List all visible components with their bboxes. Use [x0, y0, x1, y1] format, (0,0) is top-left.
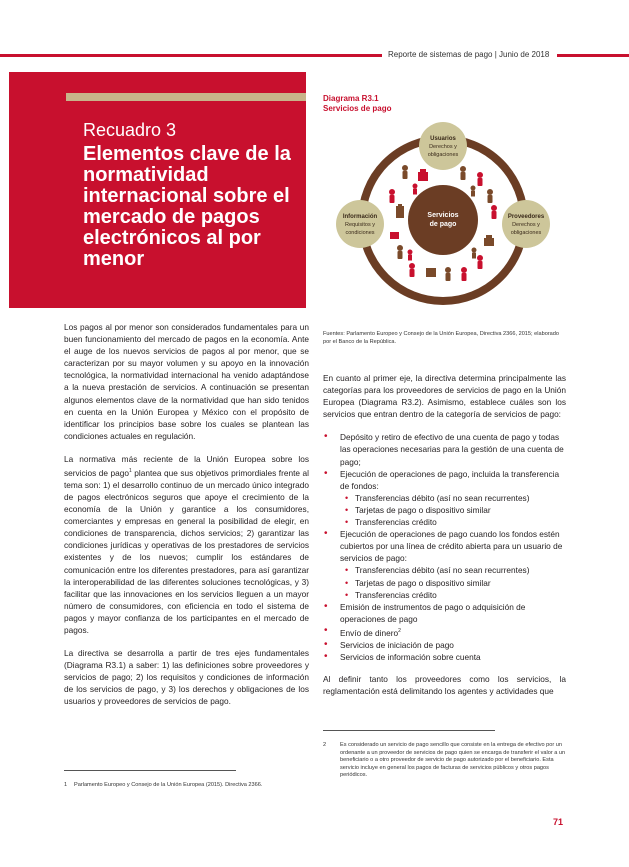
- icon-5: [389, 189, 395, 203]
- icon-13: [409, 263, 415, 277]
- node-informacion-line-1: Requisitos y: [345, 222, 375, 228]
- payment-services-diagram: [330, 120, 556, 310]
- footnote-2-number: 2: [323, 742, 327, 748]
- sub-list-item: • Tarjetas de pago o dispositivo similar: [340, 577, 566, 589]
- footnote-1-text: Parlamento Europeo y Consejo de la Unión Europea (2015). Directiva 2366.: [74, 782, 263, 788]
- header-rule-left: [0, 54, 382, 57]
- right-column: [323, 372, 566, 708]
- icon-12: [477, 255, 483, 269]
- icon-14: [426, 268, 436, 277]
- node-usuarios-title: Usuarios: [430, 136, 456, 142]
- sub-list: [340, 492, 566, 528]
- icon-6: [396, 204, 404, 218]
- node-proveedores-title: Proveedores: [507, 214, 545, 220]
- icon-10: [397, 245, 403, 259]
- list-item: • Ejecución de operaciones de pago, incluida la transferencia de fondos: • Transferencias débito (así no sean recurrentes) • Tarjetas de pago o dispositivo similar • Transferencias crédito: [323, 468, 566, 528]
- node-usuarios-line-2: obligaciones: [427, 152, 459, 158]
- footnote-1: [64, 782, 309, 790]
- footnote-ref-1: 1: [129, 468, 132, 475]
- node-proveedores-line-2: obligaciones: [510, 230, 542, 236]
- list-item: • Servicios de información sobre cuenta: [323, 651, 566, 663]
- title-box: [9, 72, 306, 308]
- list-item: • Depósito y retiro de efectivo de una cuenta de pago y todas las operaciones necesarias para la gestión de una cuenta de pago;: [323, 431, 566, 467]
- box-kicker: Recuadro 3: [83, 120, 177, 140]
- icon-20: [408, 250, 413, 261]
- paragraph-objectives-a: La normativa más reciente de la Unión Europea sobre los servicios de pago: [64, 453, 309, 478]
- center-label-2: de pago: [429, 221, 457, 228]
- list-item: • Envío de dinero$^2$: [323, 625, 566, 639]
- center-label-1: Servicios: [427, 212, 459, 219]
- icon-16: [461, 267, 467, 281]
- footnote-rule-right: [323, 730, 495, 731]
- box-title: Elementos clave de la normatividad internacional sobre el mercado de pagos electrónicos al por menor: [83, 143, 291, 270]
- node-usuarios-line-1: Derechos y: [429, 144, 457, 150]
- node-informacion-line-2: condiciones: [345, 230, 375, 236]
- sub-list: [340, 564, 566, 600]
- list-item: • Emisión de instrumentos de pago o adquisición de operaciones de pago: [323, 601, 566, 625]
- icon-9: [390, 232, 399, 239]
- node-informacion-title: Información: [342, 214, 378, 220]
- sub-list-item: • Transferencias crédito: [340, 516, 566, 528]
- page-number: 71: [553, 817, 564, 827]
- diagram-label: Diagrama R3.1: [323, 94, 379, 103]
- icon-15: [445, 267, 451, 281]
- list-item: • Ejecución de operaciones de pago cuando los fondos estén cubiertos por una línea de crédito abierta para un usuario de servicios de pago: • Transferencias débito (así no sean recurrentes) • Tarjetas de pago o dispositivo similar • Transferencias crédito: [323, 528, 566, 601]
- running-header: Reporte de sistemas de pago | Junio de 2018: [388, 50, 550, 59]
- icon-7: [487, 189, 493, 203]
- paragraph-definition: Al definir tanto los proveedores como los servicios, la reglamentación está delimitando los agentes y actividades que: [323, 673, 566, 697]
- node-proveedores-line-1: Derechos y: [512, 222, 540, 228]
- paragraph-intro: Los pagos al por menor son considerados fundamentales para un buen funcionamiento del mercado de pagos en la economía. Ante el auge de los nuevos servicios de pagos al por menor, que se caracterizan por su mayor volumen y su apoyo en la innovación tecnológica, la normatividad internacional ha venido adaptándose a la nueva prestación de servicios. A continuación se presentan algunos elementos clave de la normatividad que han sido tenidos en cuenta en la Unión Europea y México con el propósito de identificar los principios base sobre los cuales se plantean las condiciones actuales en regulación.: [64, 322, 309, 441]
- sub-list-item: • Transferencias crédito: [340, 589, 566, 601]
- paragraph-objectives-b: plantea que sus objetivos primordiales frente al tema son: 1) el desarrollo continuo de un mercado único integrado de pagos electrónicos seguros que apoye el crecimiento de la economía de la Unión y garantice a los consumidores, comerciantes y empresas en general la posibilidad de elegir, en condiciones de transparencia, dichos servicios; 2) garantizar las condiciones jurídicas y operativas de los prestadores de servicios existentes y de los nuevos; cumplir los estándares de comunicación entre los diferentes prestadores, para así garantizar la interoperabilidad de las diferentes soluciones tecnológicas, y 3) facilitar que las innovaciones en los servicios lleguen a un mayor número de consumidores, con eficiencia en todo el sistema de pagos y mayor confianza de los participantes en el mercado de pagos.: [64, 467, 309, 636]
- icon-19: [472, 248, 477, 259]
- list-item: • Servicios de iniciación de pago: [323, 639, 566, 651]
- paragraph-axes: La directiva se desarrolla a partir de tres ejes fundamentales (Diagrama R3.1) a saber: 1) las definiciones sobre proveedores y servicios de pago; 2) los requisitos y condiciones de información de los servicios de pago, y 3) los derechos y obligaciones de los usuarios y proveedores de servicios de pago.: [64, 648, 309, 707]
- footnote-2: [323, 742, 566, 780]
- sub-list-item: • Transferencias débito (así no sean recurrentes): [340, 492, 566, 504]
- sub-list-item: • Transferencias débito (así no sean recurrentes): [340, 564, 566, 576]
- footnote-2-text: Es considerado un servicio de pago sencillo que consiste en la entrega de efectivo por un ordenante a un proveedor de servicios de pago quien se encarga de transferir el valor a un beneficiario o a otro proveedor de servicio de pago autorizado por el beneficiario. Esta servicio incluye en general los pagos de facturas de servicios públicos y otros pagos periódicos.: [340, 742, 566, 778]
- sub-list-item: • Tarjetas de pago o dispositivo similar: [340, 504, 566, 516]
- paragraph-first-axis: En cuanto al primer eje, la directiva determina principalmente las categorías para los proveedores de servicios de pago en la Unión Europea (Diagrama R3.2). Asimismo, establece cuáles son los servicios que entran dentro de la categoría de servicios de pago:: [323, 373, 566, 420]
- icon-8: [491, 205, 497, 219]
- icon-3: [460, 166, 466, 180]
- footnote-1-number: 1: [64, 782, 68, 788]
- footnote-ref-2: 2: [398, 627, 401, 634]
- center-circle: [408, 185, 478, 255]
- diagram-source: Fuentes: Parlamento Europeo y Consejo de la Unión Europea, Directiva 2366, 2015; elaborado por el Banco de la República.: [323, 331, 560, 345]
- icon-11: [484, 235, 494, 246]
- services-list: [323, 431, 566, 663]
- header-rule-right: [557, 54, 629, 57]
- title-box-band: [66, 93, 306, 101]
- icon-1: [402, 165, 408, 179]
- footnote-rule-left: [64, 770, 236, 771]
- icon-2: [418, 169, 428, 181]
- icon-4: [477, 172, 483, 186]
- left-column: [64, 321, 309, 719]
- paragraph-objectives: [64, 453, 309, 636]
- icon-18: [471, 186, 476, 197]
- icon-17: [413, 184, 418, 195]
- diagram-sublabel: Servicios de pago: [323, 104, 392, 113]
